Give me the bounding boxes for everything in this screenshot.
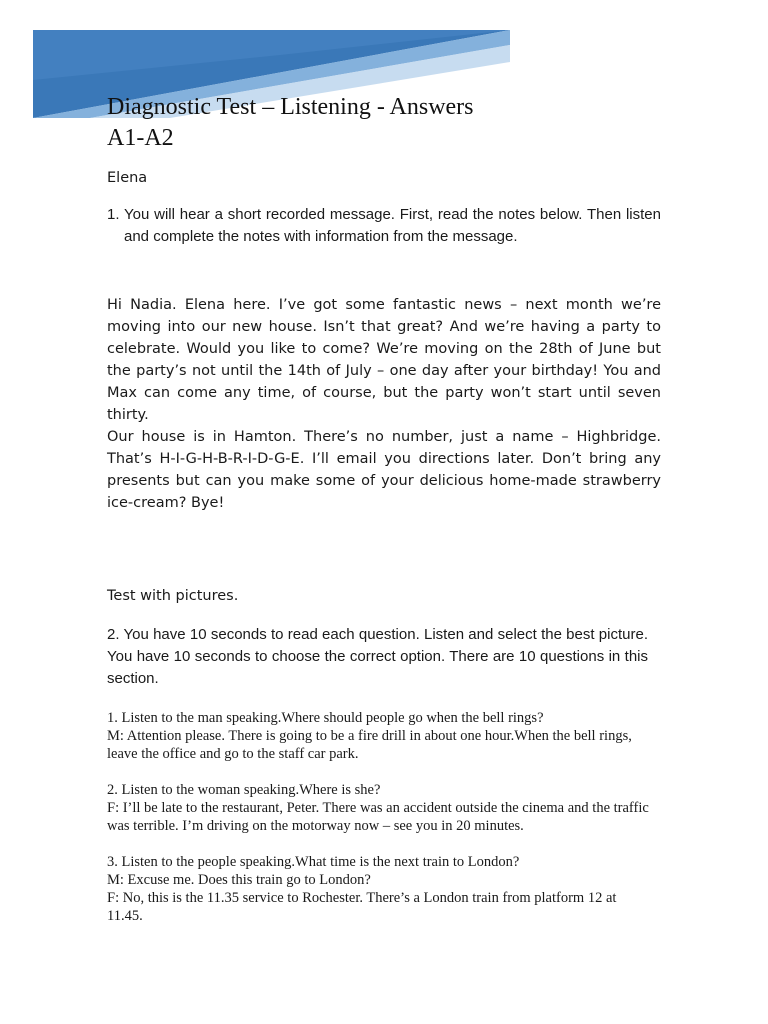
section-2-heading: Test with pictures. xyxy=(107,588,239,604)
item-line: M: Excuse me. Does this train go to London? xyxy=(107,872,371,888)
list-item xyxy=(107,709,655,763)
question-2-text: 2. You have 10 seconds to read each question. Listen and select the best picture. You have 10 seconds to choose the correct option. There are 10 questions in this section. xyxy=(107,626,648,687)
title-line-1: Diagnostic Test – Listening - Answers xyxy=(107,94,474,120)
document-title xyxy=(107,92,474,154)
item-line: M: Attention please. There is going to be a fire drill in about one hour.When the bell rings, leave the office and go to the staff car park. xyxy=(107,728,632,762)
item-prompt: 3. Listen to the people speaking.What time is the next train to London? xyxy=(107,854,520,870)
message-transcript xyxy=(107,294,661,514)
question-1-text: You will hear a short recorded message. First, read the notes below. Then listen and complete the notes with information from the message. xyxy=(124,206,661,245)
item-prompt: 2. Listen to the woman speaking.Where is she? xyxy=(107,782,381,798)
item-line: F: No, this is the 11.35 service to Rochester. There’s a London train from platform 12 at 11.45. xyxy=(107,890,617,924)
item-prompt: 1. Listen to the man speaking.Where should people go when the bell rings? xyxy=(107,710,544,726)
list-item xyxy=(107,853,655,925)
item-line: F: I’ll be late to the restaurant, Peter. There was an accident outside the cinema and the traffic was terrible. I’m driving on the motorway now – see you in 20 minutes. xyxy=(107,800,649,834)
message-paragraph: Our house is in Hamton. There’s no number, just a name – Highbridge. That’s H-I-G-H-B-R-I-D-G-E. I’ll email you directions later. Don’t bring any presents but can you make some of your delicious home-made strawberry ice-cream? Bye! xyxy=(107,429,661,511)
list-item xyxy=(107,781,655,835)
message-paragraph: Hi Nadia. Elena here. I’ve got some fantastic news – next month we’re moving into our new house. Isn’t that great? And we’re having a party to celebrate. Would you like to come? We’re moving on the 28th of June but the party’s not until the 14th of July – one day after your birthday! You and Max can come any time, of course, but the party won’t start until seven thirty. xyxy=(107,297,661,423)
question-list xyxy=(107,709,655,943)
title-line-2: A1-A2 xyxy=(107,125,174,151)
question-1-number: 1. xyxy=(107,206,120,223)
speaker-name: Elena xyxy=(107,170,148,186)
question-1 xyxy=(107,204,661,248)
